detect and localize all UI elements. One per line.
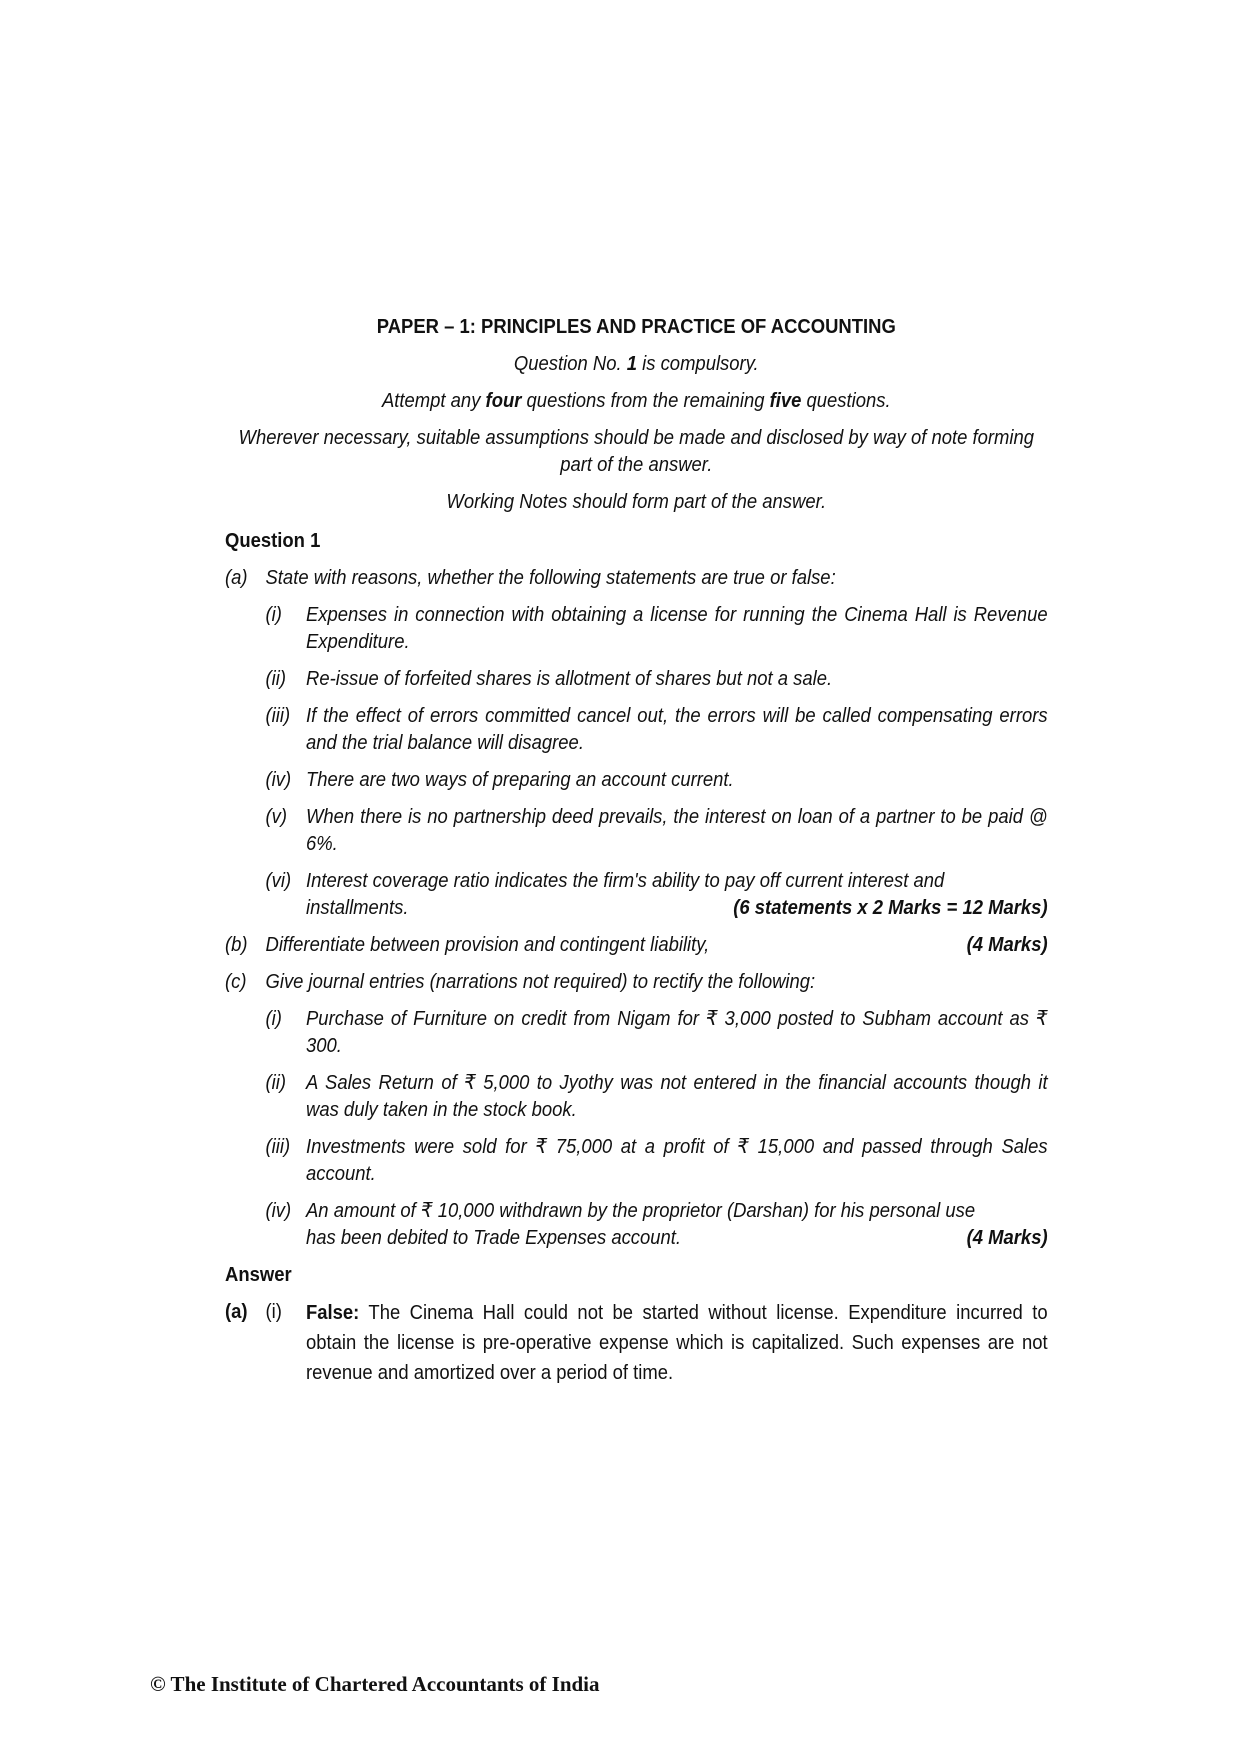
answer-explanation: The Cinema Hall could not be started without license. Expenditure incurred to obtain the license is pre-operative expense which is capitalized. Such expenses are not revenue and amortized over a period of time. <box>306 1301 1048 1384</box>
item-text: When there is no partnership deed prevails, the interest on loan of a partner to be paid @ 6%. <box>306 805 1048 855</box>
instruction-text: Attempt any <box>381 389 486 412</box>
item-label: (ii) <box>265 1071 286 1094</box>
instruction-assumptions: Wherever necessary, suitable assumptions should be made and disclosed by way of note forming part of the answer. <box>238 426 1035 476</box>
item-body <box>306 867 1048 921</box>
instruction-text: questions from the remaining <box>521 389 770 412</box>
instruction-emphasis: five <box>769 389 802 412</box>
item-text: Purchase of Furniture on credit from Nigam for ₹ 3,000 posted to Subham account as ₹ 300. <box>306 1007 1048 1057</box>
statement-item <box>266 766 1048 793</box>
item-text: An amount of ₹ 10,000 withdrawn by the proprietor (Darshan) for his personal use <box>306 1199 976 1222</box>
item-label: (i) <box>265 603 282 626</box>
item-label: (iii) <box>265 704 291 727</box>
part-label: (a) <box>225 566 248 589</box>
exam-sheet <box>225 313 1048 1398</box>
instruction-attempt <box>225 387 1048 414</box>
item-label: (iii) <box>265 1135 291 1158</box>
instruction-text: questions. <box>801 389 891 412</box>
item-text: Interest coverage ratio indicates the firm's ability to pay off current interest and <box>306 869 945 892</box>
instruction-compulsory <box>225 350 1048 377</box>
item-marks-line <box>306 1224 1048 1251</box>
item-text: Investments were sold for ₹ 75,000 at a profit of ₹ 15,000 and passed through Sales account. <box>306 1135 1048 1185</box>
item-label: (iv) <box>265 768 292 791</box>
part-label: (b) <box>225 933 248 956</box>
marks-label: (4 Marks) <box>966 933 1048 956</box>
answer-heading: Answer <box>225 1263 292 1286</box>
part-text: Give journal entries (narrations not required) to rectify the following: <box>265 970 816 993</box>
question-part-c <box>225 968 1048 995</box>
item-text: If the effect of errors committed cancel out, the errors will be called compensating errors and the trial balance will disagree. <box>306 704 1048 754</box>
instruction-text: Question No. <box>513 352 627 375</box>
item-body <box>306 1197 1048 1251</box>
instruction-working-notes: Working Notes should form part of the answer. <box>446 490 827 513</box>
marks-label: (6 statements x 2 Marks = 12 Marks) <box>733 896 1048 919</box>
answer-part-label: (a) <box>225 1300 248 1323</box>
question-part-b <box>225 931 1048 958</box>
item-label: (vi) <box>265 869 292 892</box>
answer-text <box>306 1298 1048 1388</box>
statement-item <box>266 601 1048 655</box>
answer-item-label: (i) <box>265 1300 282 1323</box>
part-label: (c) <box>225 970 247 993</box>
statement-item <box>266 803 1048 857</box>
instruction-text: is compulsory. <box>637 352 759 375</box>
item-text: Expenses in connection with obtaining a license for running the Cinema Hall is Revenue Expenditure. <box>306 603 1048 653</box>
part-text: State with reasons, whether the following statements are true or false: <box>265 566 836 589</box>
item-text: A Sales Return of ₹ 5,000 to Jyothy was not entered in the financial accounts though it was duly taken in the stock book. <box>306 1071 1048 1121</box>
item-label: (ii) <box>265 667 286 690</box>
item-label: (i) <box>265 1007 282 1030</box>
answer-part-a <box>225 1298 1048 1388</box>
item-text-end: installments. <box>306 896 409 919</box>
paper-title: PAPER – 1: PRINCIPLES AND PRACTICE OF ACCOUNTING <box>376 315 896 338</box>
statement-item <box>266 665 1048 692</box>
rectification-item <box>266 1133 1048 1187</box>
rectification-item <box>266 1197 1048 1251</box>
instruction-emphasis: 1 <box>626 352 638 375</box>
rectification-item <box>266 1069 1048 1123</box>
statement-item <box>266 702 1048 756</box>
item-text: Re-issue of forfeited shares is allotment of shares but not a sale. <box>306 667 833 690</box>
rectification-item <box>266 1005 1048 1059</box>
item-text: There are two ways of preparing an account current. <box>306 768 734 791</box>
question-heading: Question 1 <box>225 529 321 552</box>
item-label: (iv) <box>265 1199 292 1222</box>
statement-item <box>266 867 1048 921</box>
item-label: (v) <box>265 805 288 828</box>
part-body <box>266 931 1048 958</box>
marks-label: (4 Marks) <box>966 1226 1048 1249</box>
item-marks-line <box>306 894 1048 921</box>
item-text-end: has been debited to Trade Expenses account. <box>306 1226 682 1249</box>
part-text: Differentiate between provision and contingent liability, <box>265 933 710 956</box>
copyright-footer: © The Institute of Chartered Accountants of India <box>150 1672 600 1696</box>
question-part-a <box>225 564 1048 591</box>
answer-verdict: False: <box>306 1301 360 1324</box>
instruction-emphasis: four <box>485 389 522 412</box>
